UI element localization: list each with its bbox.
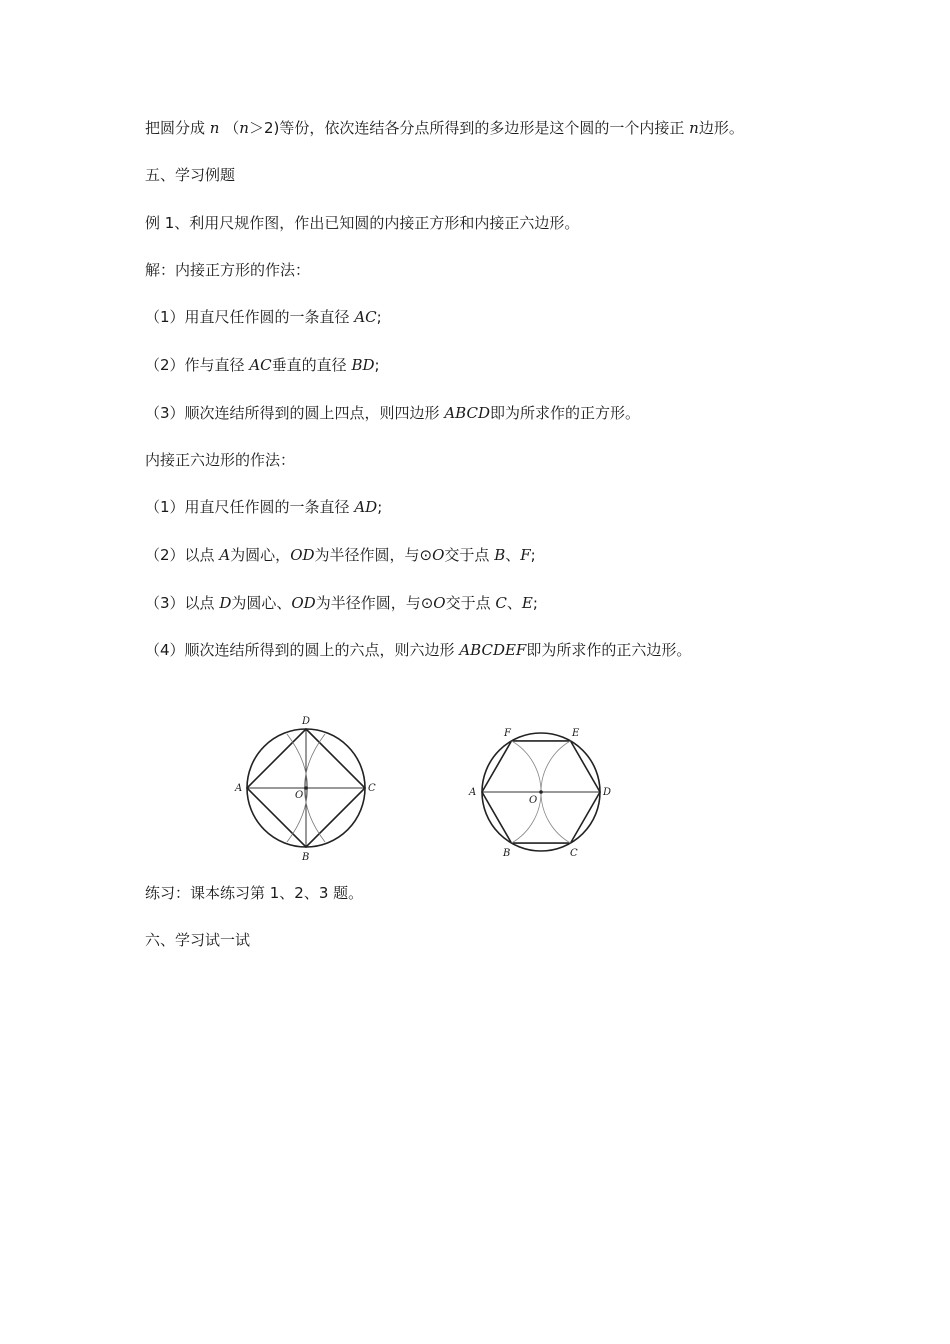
label-o: O xyxy=(295,790,304,801)
intro-condition: ＞2) xyxy=(248,119,280,137)
intro-text-start: 把圆分成 xyxy=(145,119,206,137)
label-b: B xyxy=(503,848,511,859)
step-text: （4）顺次连结所得到的圆上的六点，则六边形 xyxy=(145,641,455,659)
step-text: 、 xyxy=(506,594,522,612)
label-o: O xyxy=(529,795,538,806)
intro-text-end: 边形。 xyxy=(698,119,744,137)
step-text: （2）作与直径 xyxy=(145,356,245,374)
intro-line xyxy=(145,118,744,138)
step-punct: ; xyxy=(377,498,383,516)
step-text: 垂直的直径 xyxy=(271,356,347,374)
var-o: O xyxy=(432,546,445,564)
step-text: （3）以点 xyxy=(145,594,215,612)
square-step-3 xyxy=(145,403,640,423)
step-punct: ; xyxy=(376,308,382,326)
var-abcdef: ABCDEF xyxy=(459,641,527,659)
square-step-1 xyxy=(145,307,382,327)
step-text: （1）用直尺任作圆的一条直径 xyxy=(145,498,350,516)
label-a: A xyxy=(469,787,477,798)
solution-heading: 解：内接正方形的作法： xyxy=(145,261,311,279)
step-text: 即为所求作的正方形。 xyxy=(489,404,640,422)
step-text: 为圆心、 xyxy=(231,594,292,612)
var-od: OD xyxy=(290,546,315,564)
step-text: （2）以点 xyxy=(145,546,215,564)
label-d: D xyxy=(302,716,311,727)
var-o: O xyxy=(433,594,446,612)
label-a: A xyxy=(235,783,243,794)
step-text: 为半径作圆，与⊙ xyxy=(315,594,434,612)
var-n: n xyxy=(689,119,699,137)
section-5-title: 五、学习例题 xyxy=(145,166,236,184)
hex-step-2 xyxy=(145,545,536,565)
inscribed-hexagon-figure xyxy=(466,724,618,860)
step-text: 、 xyxy=(505,546,521,564)
section-6-title: 六、学习试一试 xyxy=(145,931,251,949)
label-d: D xyxy=(603,787,612,798)
hexagon-heading: 内接正六边形的作法： xyxy=(145,451,296,469)
label-c: C xyxy=(368,783,376,794)
var-point: D xyxy=(219,594,232,612)
intro-paren: （ xyxy=(224,119,240,137)
var-ac: AC xyxy=(354,308,377,326)
step-text: 为圆心， xyxy=(230,546,291,564)
var-point: C xyxy=(495,594,507,612)
step-text: （1）用直尺任作圆的一条直径 xyxy=(145,308,350,326)
step-text: 即为所求作的正六边形。 xyxy=(526,641,692,659)
center-point-o xyxy=(304,786,308,790)
var-point: A xyxy=(219,546,231,564)
label-c: C xyxy=(570,848,578,859)
step-text: 为半径作圆，与⊙ xyxy=(314,546,433,564)
var-od: OD xyxy=(291,594,316,612)
var-n: n xyxy=(209,119,220,137)
var-n: n xyxy=(239,119,249,137)
hex-step-4 xyxy=(145,640,691,660)
label-e: E xyxy=(572,728,580,739)
inscribed-square-figure xyxy=(232,712,380,864)
step-punct: ; xyxy=(374,356,380,374)
label-b: B xyxy=(302,852,310,863)
step-text: 交于点 xyxy=(445,594,491,612)
step-text: 交于点 xyxy=(444,546,490,564)
square-step-2 xyxy=(145,355,380,375)
center-point-o xyxy=(539,790,543,794)
var-ad: AD xyxy=(354,498,378,516)
var-point: E xyxy=(521,594,533,612)
intro-text-mid: 等份，依次连结各分点所得到的多边形是这个圆的一个内接正 xyxy=(279,119,685,137)
label-f: F xyxy=(504,728,511,739)
var-ac: AC xyxy=(249,356,272,374)
var-point: B xyxy=(494,546,506,564)
step-text: （3）顺次连结所得到的圆上四点，则四边形 xyxy=(145,404,440,422)
hex-step-3 xyxy=(145,593,538,613)
var-bd: BD xyxy=(351,356,375,374)
practice-line: 练习：课本练习第 1、2、3 题。 xyxy=(145,884,364,902)
var-point: F xyxy=(520,546,531,564)
hex-step-1 xyxy=(145,497,382,517)
step-punct: ; xyxy=(532,594,538,612)
step-punct: ; xyxy=(530,546,536,564)
example-1: 例 1、利用尺规作图，作出已知圆的内接正方形和内接正六边形。 xyxy=(145,214,580,232)
var-abcd: ABCD xyxy=(444,404,490,422)
